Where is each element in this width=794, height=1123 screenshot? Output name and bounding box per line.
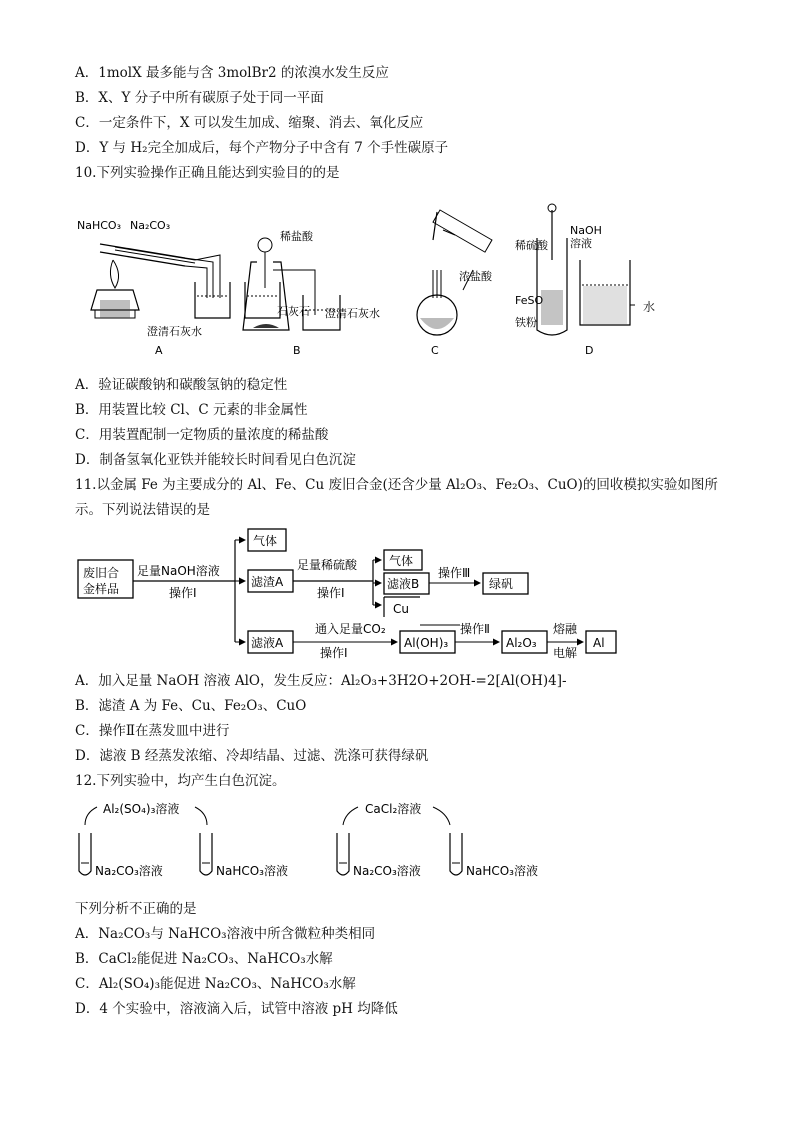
flow-al: Al — [593, 636, 605, 650]
b-hcl-label: 稀盐酸 — [280, 230, 313, 243]
q11-stem-line2: 示。下列说法错误的是 — [75, 502, 210, 518]
flow-filtrate-a: 滤液A — [251, 636, 284, 650]
q10-stem: 10.下列实验操作正确且能达到实验目的的是 — [75, 165, 340, 181]
a-nahco3-label: NaHCO₃ — [77, 219, 121, 232]
q9-option-c: C．一定条件下，X 可以发生加成、缩聚、消去、氧化反应 — [75, 115, 424, 131]
flow-cu: Cu — [393, 602, 409, 616]
flow-naoh-label: 足量NaOH溶液 — [137, 564, 220, 578]
q10-option-c: C．用装置配制一定物质的量浓度的稀盐酸 — [75, 427, 329, 443]
q11-stem-line1: 11.以金属 Fe 为主要成分的 Al、Fe、Cu 废旧合金(还含少量 Al₂O₃、Fe₂O₃、CuO)的回收模拟实验如图所 — [75, 477, 718, 493]
q12-tube2-label: NaHCO₃溶液 — [216, 864, 288, 878]
flow-co2-label: 通入足量CO₂ — [315, 622, 386, 636]
flow-aloh3: Al(OH)₃ — [404, 636, 449, 650]
q9-option-d: D．Y 与 H₂完全加成后，每个产物分子中含有 7 个手性碳原子 — [75, 140, 449, 156]
q12-tube1-label: Na₂CO₃溶液 — [95, 864, 163, 878]
flow-op2-label: 操作Ⅱ — [460, 622, 490, 636]
flow-filtrate-b: 滤液B — [387, 577, 420, 591]
a-na2co3-label: Na₂CO₃ — [130, 219, 171, 232]
q12-question: 下列分析不正确的是 — [75, 901, 197, 917]
q10-option-a: A．验证碳酸钠和碳酸氢钠的稳定性 — [75, 377, 288, 393]
q11-option-c: C．操作Ⅱ在蒸发皿中进行 — [75, 723, 230, 739]
q11-option-d: D．滤液 B 经蒸发浓缩、冷却结晶、过滤、洗涤可获得绿矾 — [75, 748, 429, 764]
q12-option-a: A．Na₂CO₃与 NaHCO₃溶液中所含微粒种类相同 — [75, 926, 376, 942]
b-limewater-label: 澄清石灰水 — [325, 307, 380, 320]
q12-option-b: B．CaCl₂能促进 Na₂CO₃、NaHCO₃水解 — [75, 951, 333, 967]
flow-residue-a: 滤渣A — [251, 575, 284, 589]
c-figure-label: C — [431, 344, 439, 357]
q12-reagent1-label: Al₂(SO₄)₃溶液 — [103, 802, 180, 816]
flow-gas2: 气体 — [389, 554, 414, 568]
q10-option-b: B．用装置比较 Cl、C 元素的非金属性 — [75, 402, 308, 418]
q11-option-b: B．滤渣 A 为 Fe、Cu、Fe₂O₃、CuO — [75, 698, 307, 714]
q10-option-d: D．制备氢氧化亚铁并能较长时间看见白色沉淀 — [75, 452, 356, 468]
flow-vitriol: 绿矾 — [489, 577, 514, 591]
flow-melt-label: 熔融 — [553, 622, 578, 636]
d-water-label: 水 — [643, 300, 656, 314]
flow-al2o3: Al₂O₃ — [506, 636, 537, 650]
c-conc-hcl-label: 浓盐酸 — [459, 270, 492, 283]
q10-apparatus-figure — [75, 200, 635, 365]
q12-tube4-label: NaHCO₃溶液 — [466, 864, 538, 878]
q9-option-b: B．X、Y 分子中所有碳原子处于同一平面 — [75, 90, 324, 106]
d-figure-label: D — [585, 344, 594, 357]
d-naoh-label: NaOH — [570, 224, 602, 237]
d-h2so4-label: 稀硫酸 — [515, 239, 548, 252]
q9-option-a: A．1molX 最多能与含 3molBr2 的浓溴水发生反应 — [75, 65, 389, 81]
flow-op1c-label: 操作Ⅰ — [320, 646, 348, 660]
flow-sample-line1: 废旧合 — [83, 566, 120, 580]
b-limestone-label: 石灰石 — [277, 305, 310, 318]
d-iron-powder-label: 铁粉 — [515, 316, 537, 329]
flow-op1b-label: 操作Ⅰ — [317, 586, 345, 600]
apparatus-c — [417, 210, 493, 357]
a-limewater-label: 澄清石灰水 — [147, 325, 202, 338]
q12-reagent2-label: CaCl₂溶液 — [365, 802, 422, 816]
flow-op1a-label: 操作Ⅰ — [169, 586, 197, 600]
a-figure-label: A — [155, 344, 163, 357]
q12-option-d: D．4 个实验中，溶液滴入后，试管中溶液 pH 均降低 — [75, 1001, 398, 1017]
d-feso-label: FeSO — [515, 294, 544, 307]
q12-test-tube-figure — [75, 795, 565, 890]
b-figure-label: B — [293, 344, 301, 357]
flow-sample-line2: 金样品 — [83, 582, 120, 596]
flow-gas1: 气体 — [253, 534, 278, 548]
q12-option-c: C．Al₂(SO₄)₃能促进 Na₂CO₃、NaHCO₃水解 — [75, 976, 356, 992]
q12-tube3-label: Na₂CO₃溶液 — [353, 864, 421, 878]
q11-flowchart — [75, 525, 620, 660]
q11-option-a: A．加入足量 NaOH 溶液 AlO，发生反应：Al₂O₃+3H2O+2OH-=2[Al(OH)4]- — [75, 673, 567, 689]
apparatus-b — [243, 229, 380, 357]
flow-electrolysis-label: 电解 — [553, 646, 578, 660]
flow-h2so4-label: 足量稀硫酸 — [297, 558, 358, 572]
apparatus-a — [77, 219, 280, 357]
q12-stem: 12.下列实验中，均产生白色沉淀。 — [75, 773, 286, 789]
flow-op3-label: 操作Ⅲ — [438, 566, 471, 580]
d-solution-label: 溶液 — [570, 237, 592, 250]
apparatus-d — [515, 204, 635, 357]
